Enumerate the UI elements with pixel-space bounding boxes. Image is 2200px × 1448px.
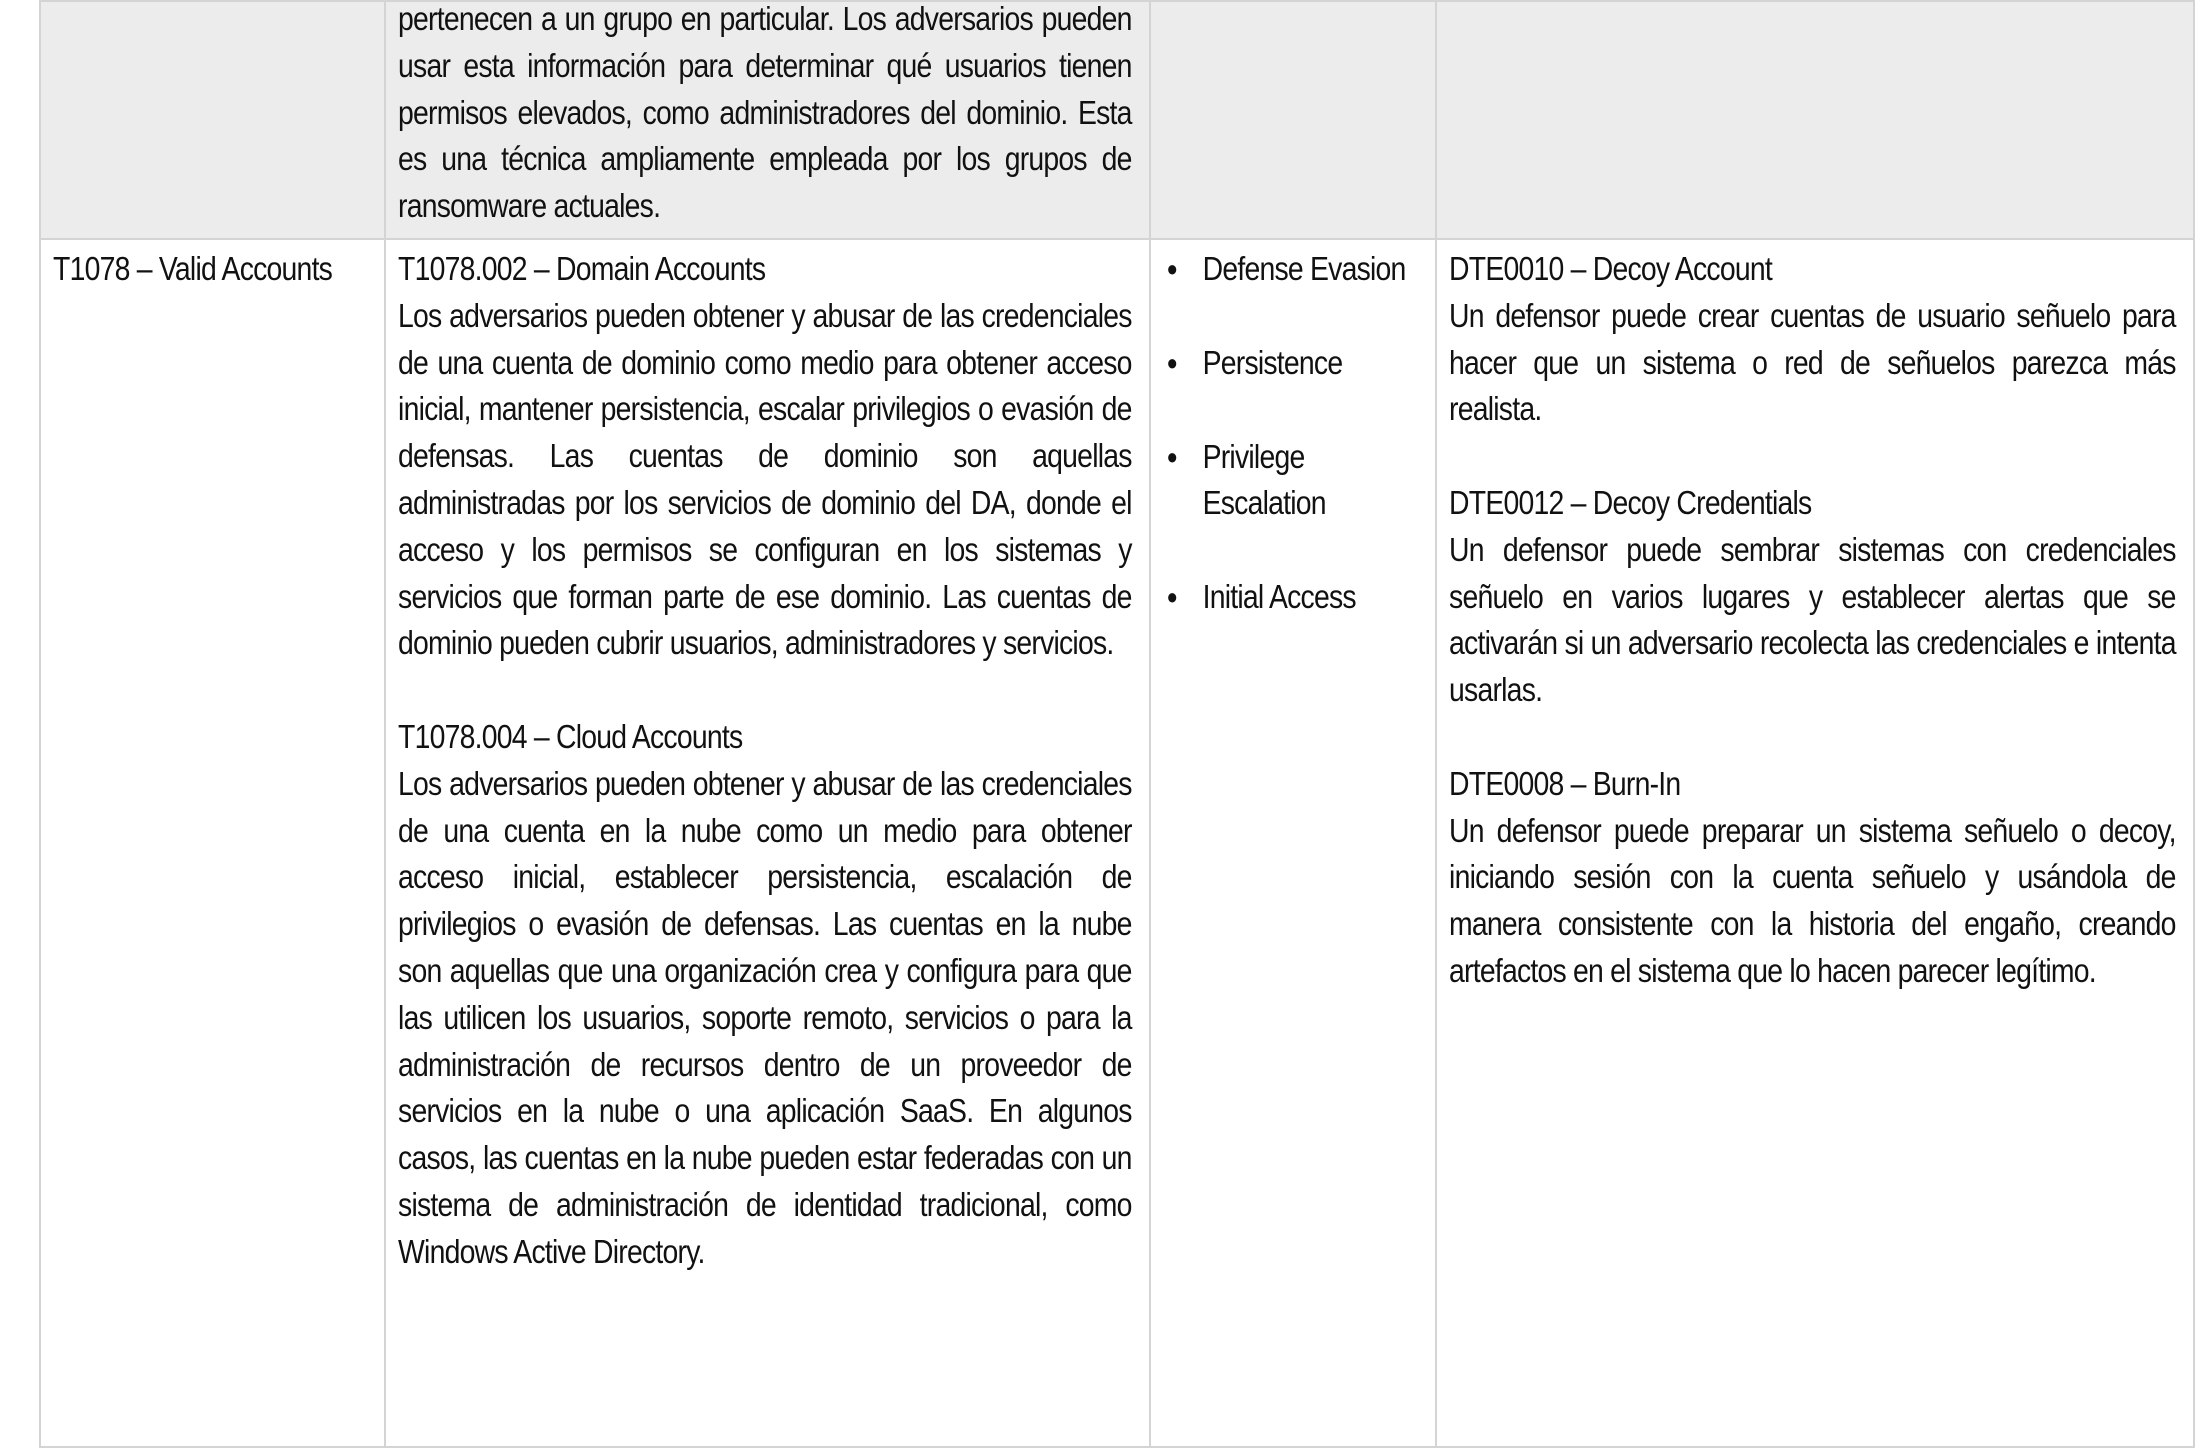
countermeasure-description: Un defensor puede preparar un sistema señuelo o decoy, iniciando sesión con la cuenta señuelo y usándola de manera consistente con la historia del engaño, creando artefactos en el sistema que lo hacen parecer legítimo. [1449, 811, 2176, 989]
tactic-item [1158, 340, 1417, 387]
tactic-label: Privilege Escalation [1202, 437, 1326, 522]
technique-cell [40, 239, 385, 1447]
countermeasures-cell [1436, 1, 2194, 239]
countermeasure-description: Un defensor puede sembrar sistemas con credenciales señuelo en varios lugares y establecer alertas que se activarán si un adversario recolecta las credenciales e intenta usarlas. [1449, 530, 2176, 709]
subtechnique-cell [385, 1, 1150, 239]
tactics-cell [1150, 239, 1436, 1447]
countermeasures-cell [1436, 239, 2194, 1447]
tactic-item [1158, 246, 1417, 293]
subtechnique-description: pertenecen a un grupo en particular. Los adversarios pueden usar esta información para determinar qué usuarios tienen permisos elevados, como administradores del dominio. Esta es una técnica ampliamente empleada por los grupos de ransomware actuales. [398, 0, 1132, 225]
bullet-icon: ● [1166, 255, 1178, 281]
bullet-icon: ● [1166, 584, 1178, 610]
spacer [398, 667, 1132, 714]
tactic-label: Persistence [1202, 343, 1343, 381]
subtechnique-heading: T1078.004 – Cloud Accounts [398, 717, 743, 755]
subtechnique-cell [385, 239, 1150, 1447]
tactic-item [1158, 434, 1417, 528]
subtechnique-heading: T1078.002 – Domain Accounts [398, 249, 766, 287]
subtechnique-description: Los adversarios pueden obtener y abusar de las credenciales de una cuenta en la nube como un medio para obtener acceso inicial, establecer persistencia, escalación de privilegios o evasión de defensas. Las cuentas en la nube son aquellas que una organización crea y configura para que las utilicen los usuarios, soporte remoto, servicios o para la administración de recursos dentro de un proveedor de servicios en la nube o una aplicación SaaS. En algunos casos, las cuentas en la nube pueden estar federadas con un sistema de administración de identidad tradicional, como Windows Active Directory. [398, 764, 1132, 1270]
spacer [1449, 433, 2176, 480]
subtechnique-description: Los adversarios pueden obtener y abusar de las credenciales de una cuenta de dominio como medio para obtener acceso inicial, mantener persistencia, escalar privilegios o evasión de defensas. Las cuentas de dominio son aquellas administradas por los servicios de dominio del DA, donde el acceso y los permisos se configuran en los sistemas y servicios que forman parte de ese dominio. Las cuentas de dominio pueden cubrir usuarios, administradores y servicios. [398, 296, 1132, 662]
bullet-icon: ● [1166, 443, 1178, 469]
spacer [1449, 714, 2176, 761]
table-row [40, 1, 2194, 239]
bullet-icon: ● [1166, 349, 1178, 375]
tactic-label: Initial Access [1202, 578, 1356, 616]
tactics-list [1158, 246, 1417, 621]
countermeasure-heading: DTE0008 – Burn-In [1449, 764, 1681, 802]
countermeasure-heading: DTE0010 – Decoy Account [1449, 249, 1772, 287]
table-row [40, 239, 2194, 1447]
technique-name: T1078 – Valid Accounts [53, 249, 333, 287]
tactic-label: Defense Evasion [1202, 249, 1406, 287]
attack-mapping-table [39, 0, 2195, 1448]
technique-cell [40, 1, 385, 239]
tactics-cell [1150, 1, 1436, 239]
countermeasure-description: Un defensor puede crear cuentas de usuario señuelo para hacer que un sistema o red de señuelos parezca más realista. [1449, 296, 2176, 428]
countermeasure-heading: DTE0012 – Decoy Credentials [1449, 483, 1812, 521]
tactic-item [1158, 574, 1417, 621]
